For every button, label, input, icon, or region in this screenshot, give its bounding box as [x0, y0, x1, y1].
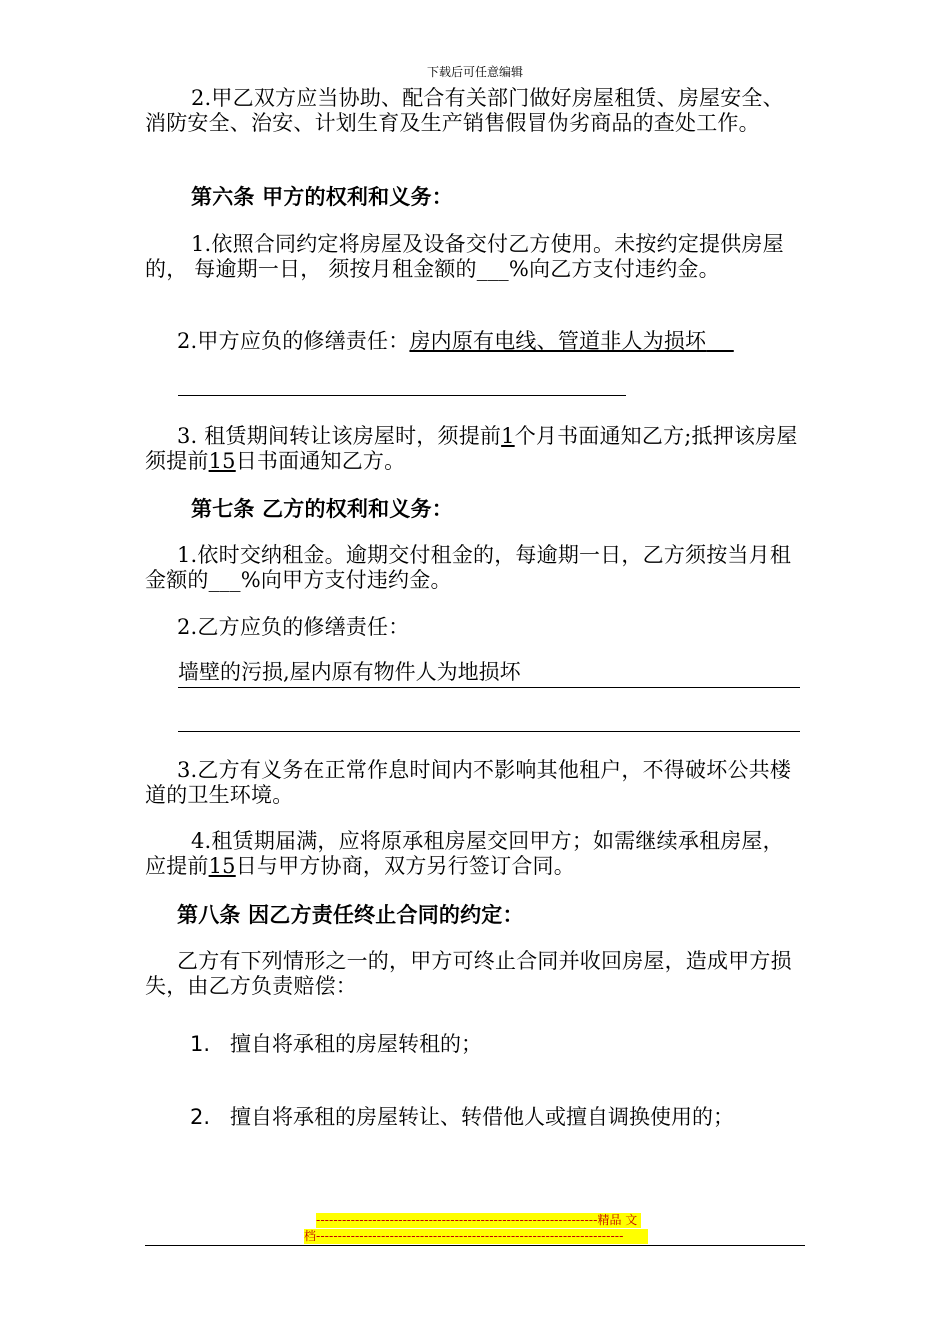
article6-heading: 第六条 甲方的权利和义务：: [191, 184, 453, 209]
article7-item1: 1.依时交纳租金。逾期交付租金的，每逾期一日，乙方须按当月租金额的___%向甲方支付违约金。: [145, 543, 792, 592]
footer-watermark-line2: 档-----------------------------------------------------------------------: [304, 1229, 648, 1244]
paragraph-art5-item2: 2.甲乙双方应当协助、配合有关部门做好房屋租赁、房屋安全、消防安全、治安、计划生育及生产销售假冒伪劣商品的查处工作。: [145, 86, 784, 135]
article6-item2-label: 2.甲方应负的修缮责任：: [177, 329, 410, 353]
footer-rule: [145, 1245, 805, 1246]
article8-intro: 乙方有下列情形之一的，甲方可终止合同并收回房屋，造成甲方损失，由乙方负责赔偿：: [145, 949, 792, 998]
article7-item3: 3.乙方有义务在正常作息时间内不影响其他租户，不得破坏公共楼道的卫生环境。: [145, 758, 792, 807]
blank-line: [178, 395, 626, 396]
article8-heading: 第八条 因乙方责任终止合同的约定：: [177, 902, 524, 927]
list-item-number: 1.: [190, 1032, 211, 1056]
list-item: [190, 1032, 482, 1057]
article7-item4: 4.租赁期届满，应将原承租房屋交回甲方；如需继续承租房屋，应提前15日与甲方协商，双方另行签订合同。: [145, 829, 784, 878]
list-item-text: 擅自将承租的房屋转租的；: [230, 1032, 482, 1056]
list-item-text: 擅自将承租的房屋转让、转借他人或擅自调换使用的；: [230, 1105, 734, 1129]
article6-item2: [145, 329, 734, 354]
list-item: [190, 1105, 734, 1130]
article6-item3: 3. 租赁期间转让该房屋时，须提前1个月书面通知乙方;抵押该房屋须提前15日书面通知乙方。: [145, 424, 798, 473]
article6-item2-value: 房内原有电线、管道非人为损坏: [409, 329, 707, 353]
blank-line: [178, 731, 800, 732]
article7-item2-label: 2.乙方应负的修缮责任：: [177, 615, 410, 639]
list-item-number: 2.: [190, 1105, 211, 1129]
article7-item2-value: 墙壁的污损,屋内原有物件人为地损坏: [178, 660, 800, 688]
article6-item1: 1.依照合同约定将房屋及设备交付乙方使用。未按约定提供房屋的， 每逾期一日， 须按月租金额的___%向乙方支付违约金。: [145, 232, 784, 281]
article7-heading: 第七条 乙方的权利和义务：: [191, 496, 453, 521]
page-header: 下载后可任意编辑: [426, 65, 523, 79]
footer-watermark-line1: -----------------------------------------------------------------精品 文: [316, 1213, 641, 1228]
